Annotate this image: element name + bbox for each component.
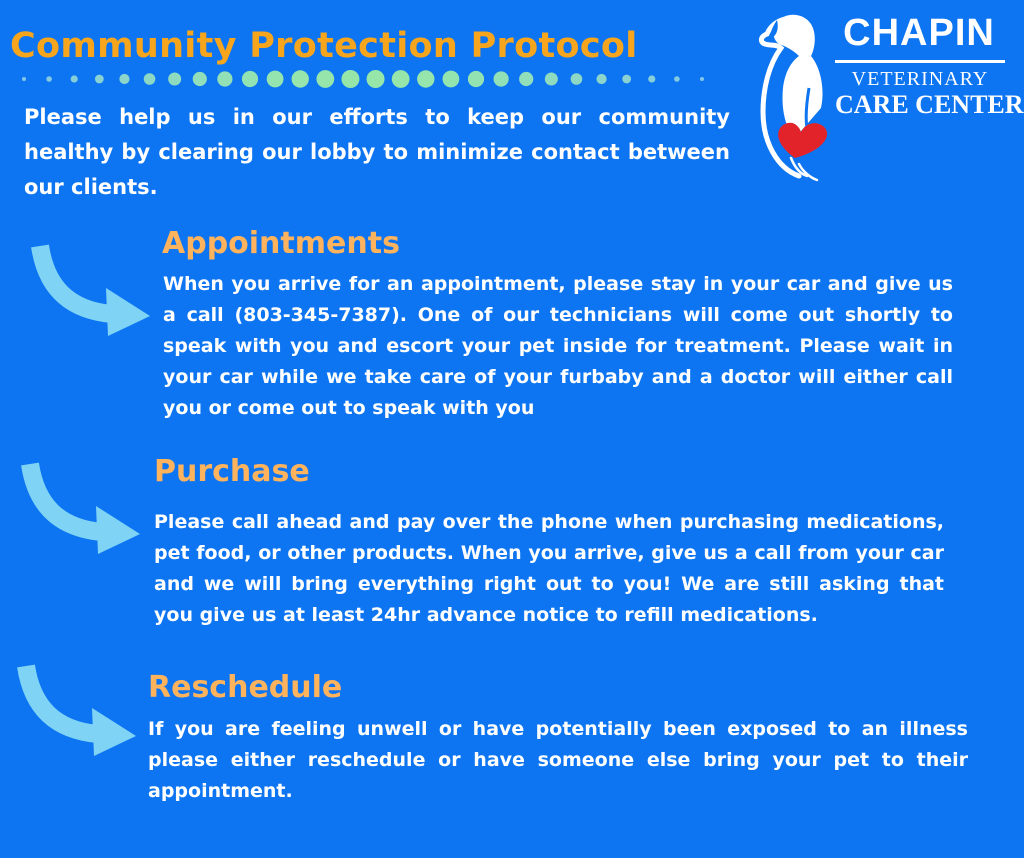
divider-dot	[674, 76, 680, 82]
divider-dot	[700, 77, 704, 81]
appointments-heading: Appointments	[162, 226, 400, 261]
divider-dot	[267, 71, 284, 88]
logo-subtitle-1: VETERINARY	[851, 68, 989, 90]
divider-dot	[494, 71, 509, 86]
divider-dot	[71, 75, 78, 82]
divider-dot	[468, 71, 484, 87]
divider-dot	[119, 74, 129, 84]
logo-brand: CHAPIN	[843, 12, 995, 54]
logo-divider	[835, 60, 1005, 63]
divider-dot	[341, 70, 359, 88]
reschedule-heading: Reschedule	[148, 670, 343, 705]
divider-dot	[648, 75, 655, 82]
divider-dot	[417, 70, 434, 87]
purchase-text: Please call ahead and pay over the phone when purchasing medications, pet food, or other products. When you arrive, give us a call from your car and we will bring everything right out to you! We are still asking that you give us at least 24hr advance notice to refill medications.	[154, 511, 944, 626]
divider-dot	[242, 71, 258, 87]
curved-arrow-icon	[28, 238, 158, 338]
divider-dot	[316, 70, 334, 88]
divider-dot	[144, 73, 156, 85]
divider-dot	[596, 74, 606, 84]
divider-dot	[442, 71, 459, 88]
intro-text: Please help us in our efforts to keep our community healthy by clearing our lobby to minimize contact between our clients.	[24, 105, 730, 199]
purchase-heading: Purchase	[154, 454, 310, 489]
divider-dot	[95, 75, 104, 84]
divider-dot	[22, 77, 26, 81]
divider-dot	[367, 70, 385, 88]
clinic-logo	[755, 8, 1024, 183]
curved-arrow-icon	[18, 456, 148, 556]
curved-arrow-icon	[14, 658, 144, 758]
dog-cat-heart-icon	[755, 8, 835, 183]
logo-subtitle-2: CARE CENTER	[835, 90, 1024, 119]
page-title: Community Protection Protocol	[10, 26, 638, 66]
appointments-text: When you arrive for an appointment, please stay in your car and give us a call (803-345-7387). One of our technicians will come out shortly to speak with you and escort your pet inside for treatment. Please wait in your car while we take care of your furbaby and a doctor will either call you or come out to speak with you	[163, 273, 953, 419]
divider-dot	[217, 71, 232, 86]
divider-dot	[571, 73, 583, 85]
divider-dot	[519, 72, 533, 86]
divider-dot	[292, 70, 309, 87]
divider-dot	[622, 75, 631, 84]
divider-dot	[545, 73, 558, 86]
divider-dot	[193, 72, 207, 86]
reschedule-text: If you are feeling unwell or have potentially been exposed to an illness please either reschedule or have someone else bring your pet to their appointment.	[148, 718, 968, 802]
divider-dot	[46, 76, 52, 82]
divider-dot	[168, 73, 181, 86]
dot-divider	[18, 68, 708, 90]
divider-dot	[392, 70, 410, 88]
